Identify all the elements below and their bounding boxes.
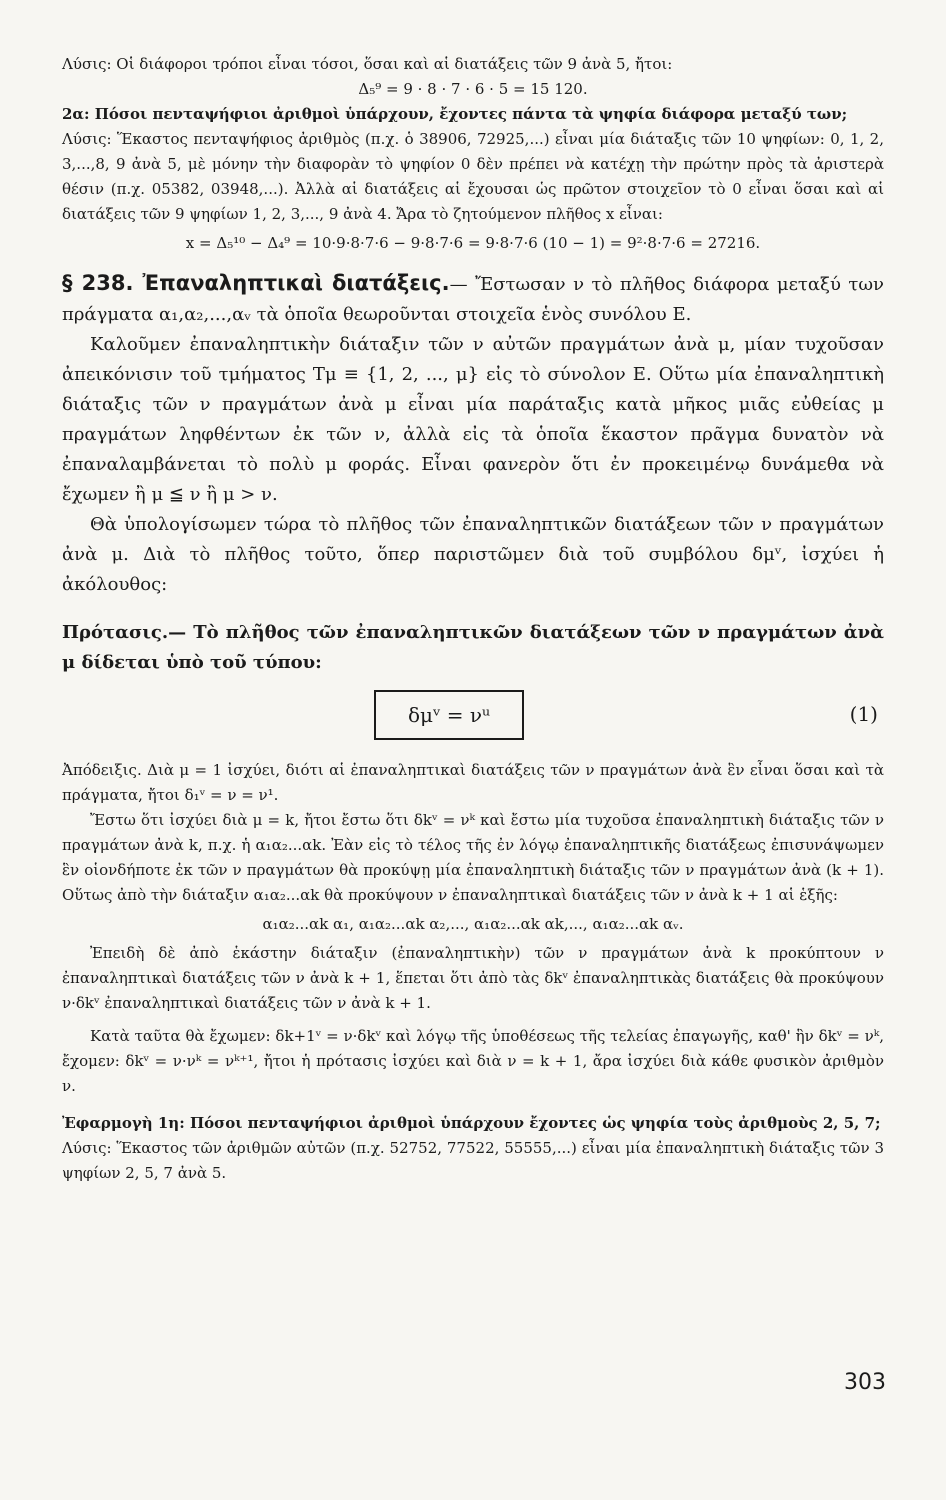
solution-line-1: Λύσις: Οἱ διάφοροι τρόποι εἶναι τόσοι, ὅσαι καὶ αἱ διατάξεις τῶν 9 ἀνὰ 5, ἤτοι: [62,55,673,73]
page-number: 303 [844,1370,886,1395]
proof-paragraph-5: Κατὰ ταῦτα θὰ ἔχωμεν: δk+1ᵛ = ν·δkᵛ καὶ λόγῳ τῆς ὑποθέσεως τῆς τελείας ἐπαγωγῆς, καθ' ἣν δkᵛ = νᵏ, ἔχομεν: δkᵛ = ν·νᵏ = νᵏ⁺¹, ἤτοι ἡ πρότασις ἰσχύει καὶ διὰ ν = k + 1, ἄρα ἰσχύει διὰ κάθε φυσικὸν ἀριθμὸν ν. [62,1027,884,1095]
proof-paragraph-1: Ἀπόδειξις. Διὰ μ = 1 ἰσχύει, διότι αἱ ἐπαναληπτικαὶ διατάξεις τῶν ν πραγμάτων ἀνὰ ἓν εἶναι ὅσαι καὶ τὰ πράγματα, ἤτοι δ₁ᵛ = ν = ν¹. [62,761,884,804]
section-title: § 238. Ἐπαναληπτικαὶ διατάξεις. [62,271,450,295]
section-paragraph-3: Θὰ ὑπολογίσωμεν τώρα τὸ πλῆθος τῶν ἐπαναληπτικῶν διατάξεων τῶν ν πραγμάτων ἀνὰ μ. Διὰ τὸ πλῆθος τοῦτο, ὅπερ παριστῶμεν διὰ τοῦ συμβόλου δμᵛ, ἰσχύει ἡ ἀκόλουθος: [62,514,884,595]
page-body [62,52,884,1186]
formula-line-2: x = Δ₅¹⁰ − Δ₄⁹ = 10·9·8·7·6 − 9·8·7·6 = 9·8·7·6 (10 − 1) = 9²·8·7·6 = 27216. [185,234,761,252]
equation-number: (1) [849,702,878,726]
boxed-formula: δμᵛ = νᵘ [374,690,524,740]
section-paragraph-2: Καλοῦμεν ἐπαναληπτικὴν διάταξιν τῶν ν αὐτῶν πραγμάτων ἀνὰ μ, μίαν τυχοῦσαν ἀπεικόνισιν τοῦ τμήματος Tμ ≡ {1, 2, ..., μ} εἰς τὸ σύνολον Ε. Οὕτω μία ἐπαναληπτικὴ διάταξις τῶν ν πραγμάτων ἀνὰ μ εἶναι μία παράταξις κατὰ μῆκος μιᾶς εὐθείας μ πραγμάτων ληφθέντων ἐκ τῶν ν, ἀλλὰ εἰς τὰ ὁποῖα ἕκαστον πρᾶγμα δυνατὸν νὰ ἐπαναλαμβάνεται τὸ πολὺ μ φοράς. Εἶναι φανερὸν ὅτι ἐν προκειμένῳ δυνάμεθα νὰ ἔχωμεν ἢ μ ≦ ν ἢ μ > ν. [62,334,884,505]
proposition: Πρότασις.— Τὸ πλῆθος τῶν ἐπαναληπτικῶν διατάξεων τῶν ν πραγμάτων ἀνὰ μ δίδεται ὑπὸ τοῦ τύπου: [62,622,884,673]
proof-paragraph-4: Ἐπειδὴ δὲ ἀπὸ ἑκάστην διάταξιν (ἐπαναληπτικὴν) τῶν ν πραγμάτων ἀνὰ k προκύπτουν ν ἐπαναληπτικαὶ διατάξεις τῶν ν ἀνὰ k + 1, ἕπεται ὅτι ἀπὸ τὰς δkᵛ ἐπαναληπτικὰς διατάξεις θὰ προκύψουν ν·δkᵛ ἐπαναληπτικαὶ διατάξεις τῶν ν ἀνὰ k + 1. [62,944,884,1012]
solution-2a: Λύσις: Ἕκαστος πενταψήφιος ἀριθμὸς (π.χ. ὁ 38906, 72925,...) εἶναι μία διάταξις τῶν 10 ψηφίων: 0, 1, 2, 3,...,8, 9 ἀνὰ 5, μὲ μόνην τὴν διαφορὰν τὸ ψηφίον 0 δὲν πρέπει νὰ κατέχῃ τὴν πρώτην πρὸς τὰ ἀριστερὰ θέσιν (π.χ. 05382, 03948,...). Ἀλλὰ αἱ διατάξεις αἱ ἔχουσαι ὡς πρῶτον στοιχεῖον τὸ 0 εἶναι ὅσαι καὶ αἱ διατάξεις τῶν 9 ψηφίων 1, 2, 3,..., 9 ἀνὰ 4. Ἄρα τὸ ζητούμενον πλῆθος x εἶναι: [62,130,884,223]
formula-line-1: Δ₅⁹ = 9 · 8 · 7 · 6 · 5 = 15 120. [358,80,588,98]
section-238-intro [62,268,884,330]
proof-sequence: α₁α₂...αk α₁, α₁α₂...αk α₂,..., α₁α₂...αk αk,..., α₁α₂...αk αᵥ. [262,915,684,933]
application-1: Ἐφαρμογὴ 1η: Πόσοι πενταψήφιοι ἀριθμοὶ ὑπάρχουν ἔχοντες ὡς ψηφία τοὺς ἀριθμοὺς 2, 5, 7; [62,1114,881,1132]
section-intro-text: — Ἔστωσαν ν τὸ πλῆθος διάφορα μεταξύ των πράγματα α₁,α₂,...,αᵥ τὰ ὁποῖα θεωροῦνται στοιχεῖα ἑνὸς συνόλου Ε. [62,274,884,325]
proof-paragraph-2: Ἔστω ὅτι ἰσχύει διὰ μ = k, ἤτοι ἔστω ὅτι δkᵛ = νᵏ καὶ ἔστω μία τυχοῦσα ἐπαναληπτικὴ διάταξις τῶν ν πραγμάτων ἀνὰ k, π.χ. ἡ α₁α₂...αk. Ἐὰν εἰς τὸ τέλος τῆς ἐν λόγῳ ἐπαναληπτικῆς διατάξεως ἐπισυνάψωμεν ἓν οἱονδήποτε ἐκ τῶν ν πραγμάτων θὰ προκύψῃ μία ἐπαναληπτικὴ διάταξις τῶν ν πραγμάτων ἀνὰ (k + 1). Οὕτως ἀπὸ τὴν διάταξιν α₁α₂...αk θὰ προκύψουν ν ἐπαναληπτικαὶ διατάξεις τῶν ν ἀνὰ k + 1 αἱ ἑξῆς: [62,811,884,904]
question-2a: 2α: Πόσοι πενταψήφιοι ἀριθμοὶ ὑπάρχουν, ἔχοντες πάντα τὰ ψηφία διάφορα μεταξύ των; [62,105,848,123]
application-1-solution: Λύσις: Ἕκαστος τῶν ἀριθμῶν αὐτῶν (π.χ. 52752, 77522, 55555,...) εἶναι μία ἐπαναληπτικὴ διάταξις τῶν 3 ψηφίων 2, 5, 7 ἀνὰ 5. [62,1139,884,1182]
boxed-formula-row [62,686,884,750]
